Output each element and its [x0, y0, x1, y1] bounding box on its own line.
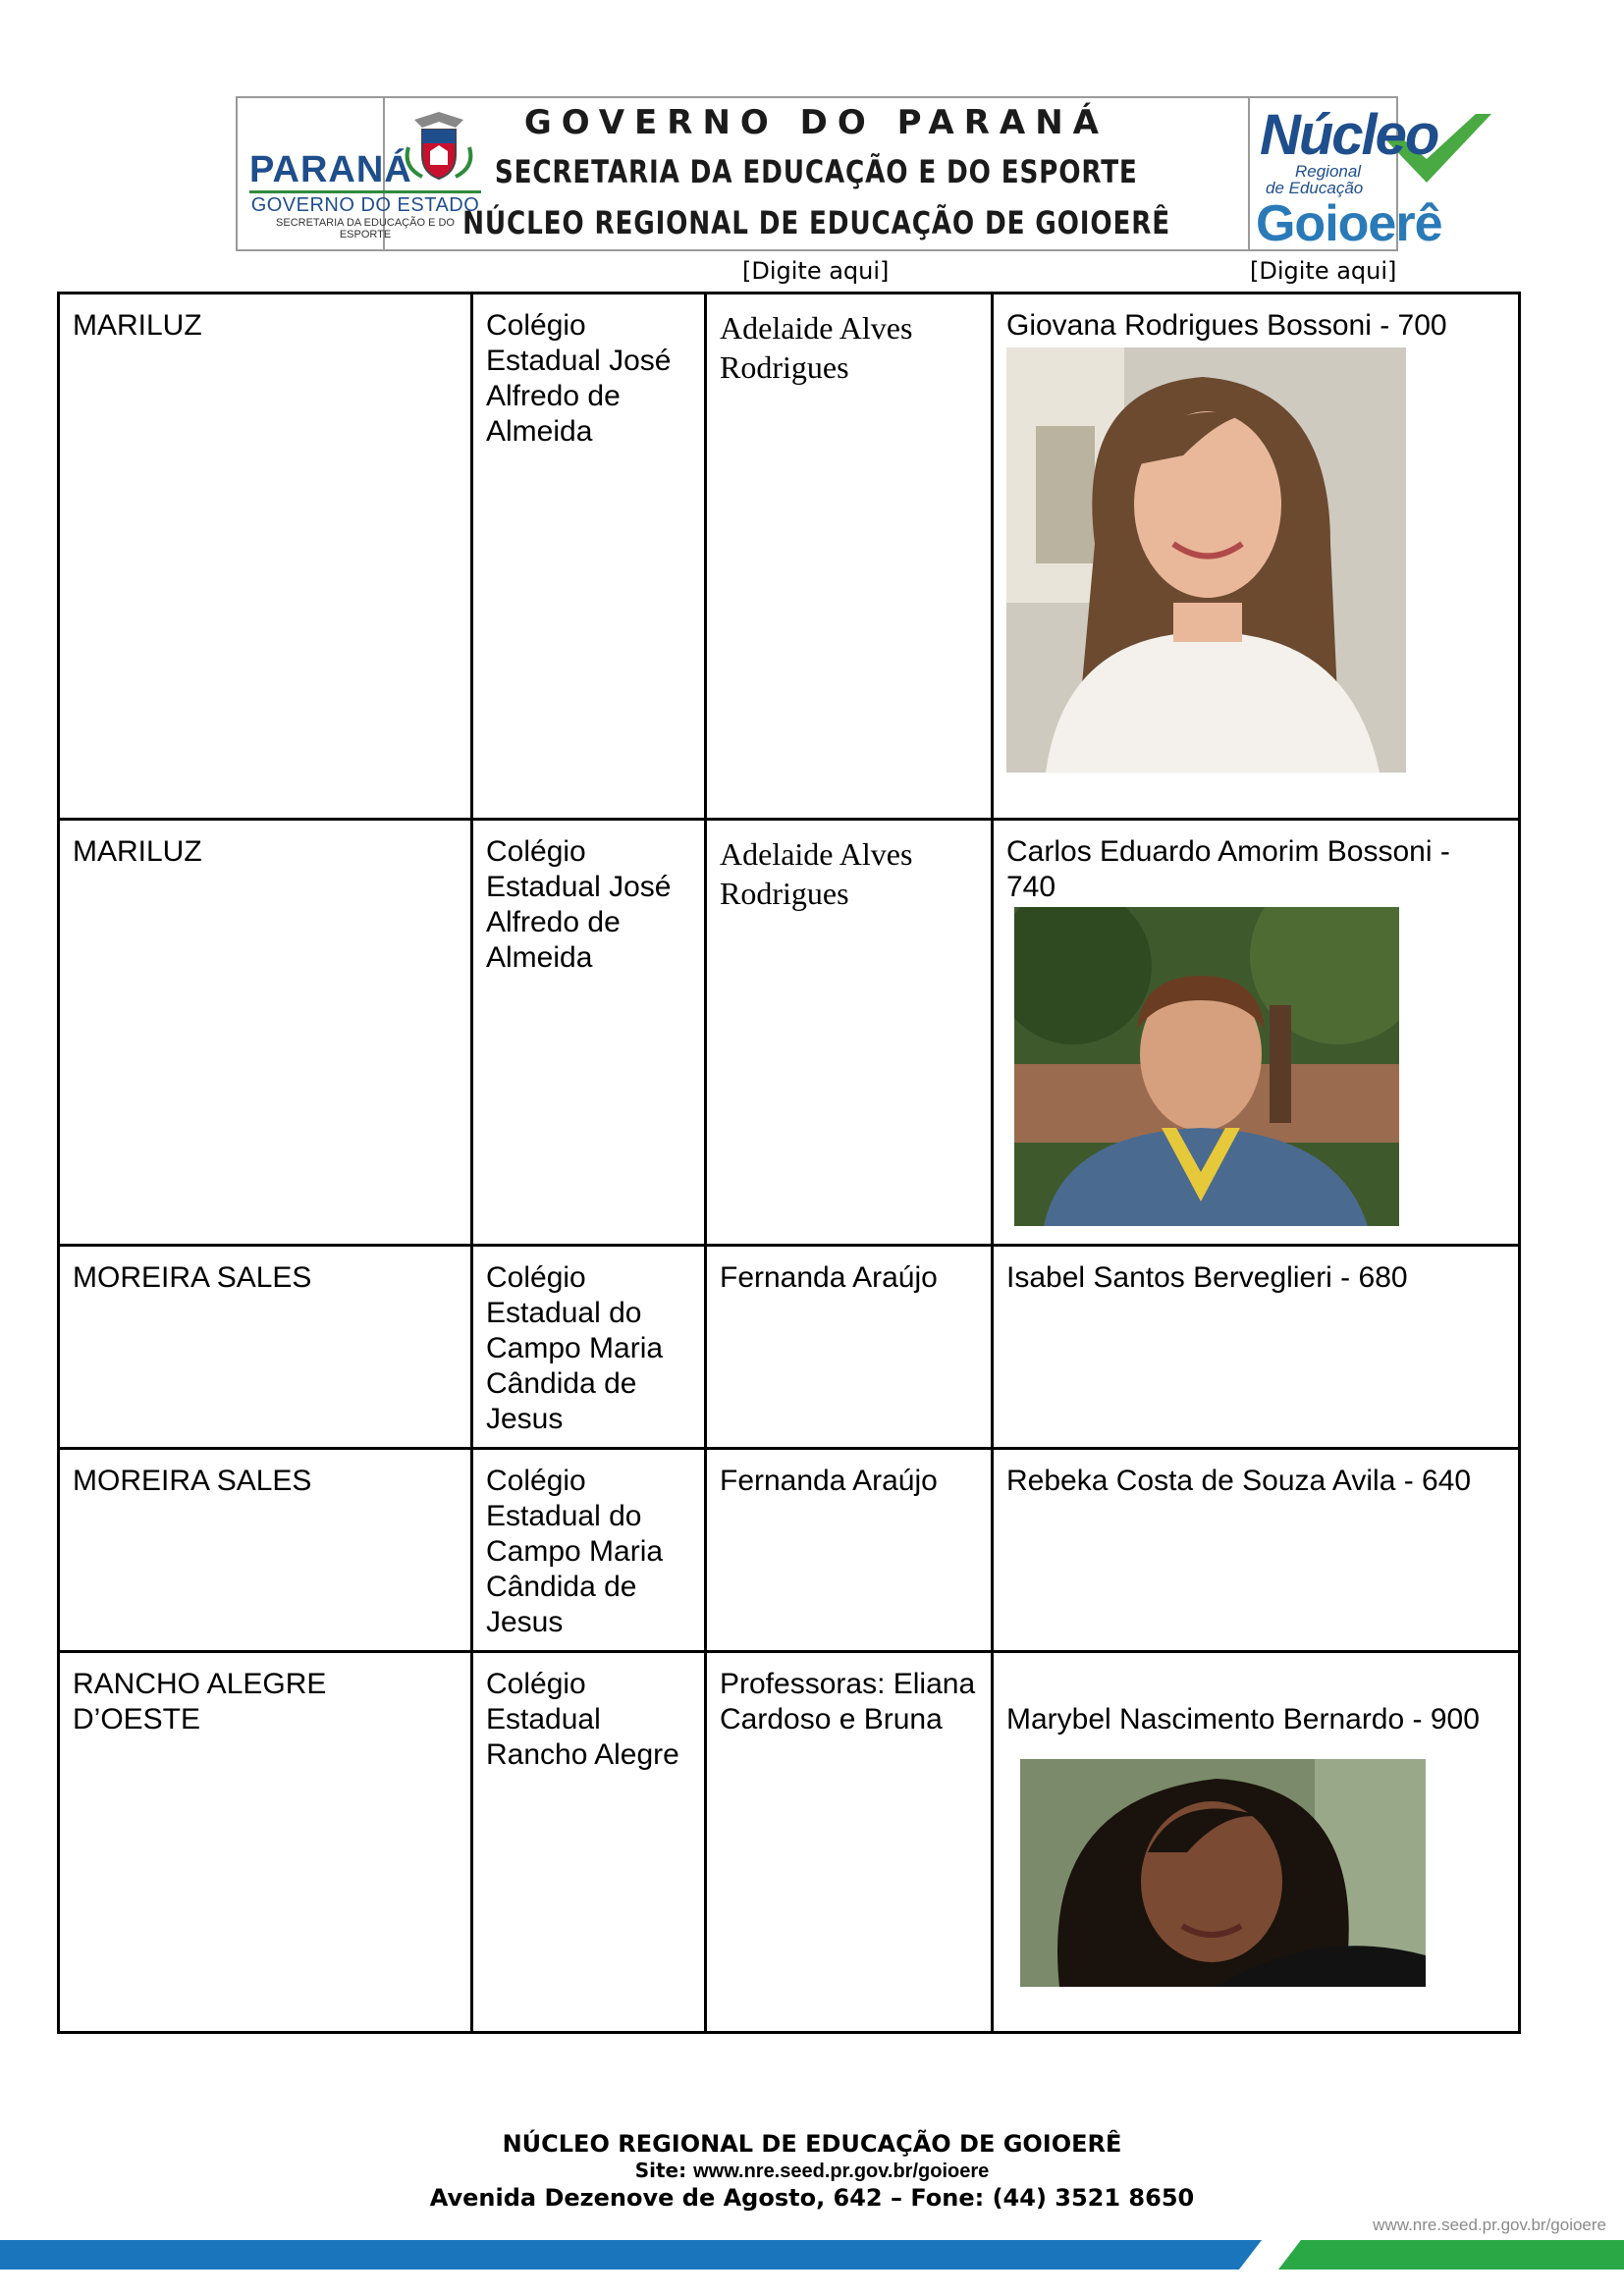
header-placeholder-text: [Digite aqui]	[742, 257, 890, 285]
student-cell	[993, 1652, 1520, 2033]
footer-address: Avenida Dezenove de Agosto, 642 – Fone: (44) 3521 8650	[429, 2184, 1195, 2212]
city-cell: MOREIRA SALES	[59, 1246, 472, 1449]
secretaria-title: SECRETARIA DA EDUCAÇÃO E DO ESPORTE	[495, 153, 1138, 190]
nre-title: NÚCLEO REGIONAL DE EDUCAÇÃO DE GOIOERÊ	[461, 204, 1170, 241]
table-row	[59, 294, 1520, 820]
student-cell	[993, 820, 1520, 1246]
city-cell: MOREIRA SALES	[59, 1449, 472, 1652]
city-cell: MARILUZ	[59, 294, 472, 820]
student-cell	[993, 1246, 1520, 1449]
table-row	[59, 820, 1520, 1246]
student-name: Marybel Nascimento Bernardo - 900	[1006, 1703, 1480, 1735]
school-cell: Colégio Estadual José Alfredo de Almeida	[472, 820, 706, 1246]
teacher-cell: Adelaide Alves Rodrigues	[706, 820, 993, 1246]
footer-corner-url[interactable]: www.nre.seed.pr.gov.br/goioere	[1373, 2216, 1606, 2234]
teacher-cell: Professoras: Eliana Cardoso e Bruna	[706, 1652, 993, 2033]
school-cell: Colégio Estadual Rancho Alegre	[472, 1652, 706, 2033]
student-name: Rebeka Costa de Souza Avila - 640	[1006, 1465, 1472, 1497]
student-name: Giovana Rodrigues Bossoni - 700	[1006, 309, 1447, 342]
nucleo-logo-regional-line1: Regional	[1294, 162, 1362, 181]
student-cell	[993, 1449, 1520, 1652]
student-cell	[993, 294, 1520, 820]
footer-site-url[interactable]: www.nre.seed.pr.gov.br/goioere	[693, 2161, 990, 2182]
city-cell: MARILUZ	[59, 820, 472, 1246]
school-cell: Colégio Estadual José Alfredo de Almeida	[472, 294, 706, 820]
header-banner	[236, 96, 1442, 252]
nucleo-logo-regional-line2: de Educação	[1265, 179, 1364, 197]
student-photo-marybel	[1020, 1759, 1426, 1987]
footer-site-line	[0, 2159, 1624, 2183]
city-cell: RANCHO ALEGRE D’OESTE	[59, 1652, 472, 2033]
teacher-cell: Fernanda Araújo	[706, 1449, 993, 1652]
nucleo-logo-city: Goioerê	[1255, 195, 1442, 252]
teacher-cell: Adelaide Alves Rodrigues	[706, 294, 993, 820]
student-name: Carlos Eduardo Amorim Bossoni - 740	[1006, 835, 1450, 903]
parana-logo-divider	[249, 190, 481, 193]
footer-site-label: Site:	[634, 2159, 687, 2182]
footer-color-bar	[0, 2240, 1624, 2269]
table-row	[59, 1449, 1520, 1652]
school-cell: Colégio Estadual do Campo Maria Cândida de Jesus	[472, 1449, 706, 1652]
parana-government-logo	[238, 98, 480, 249]
nucleo-regional-logo	[1250, 98, 1442, 252]
header-titles	[385, 98, 1250, 249]
teacher-cell: Fernanda Araújo	[706, 1246, 993, 1449]
footer-title: NÚCLEO REGIONAL DE EDUCAÇÃO DE GOIOERÊ	[502, 2130, 1122, 2158]
parana-logo-word: PARANÁ	[249, 149, 412, 190]
student-name: Isabel Santos Berveglieri - 680	[1006, 1261, 1408, 1294]
parana-logo-secretaria: SECRETARIA DA EDUCAÇÃO E DO ESPORTE	[276, 217, 455, 240]
government-title: GOVERNO DO PARANÁ	[523, 103, 1109, 142]
nucleo-logo-regional	[1266, 163, 1363, 196]
student-photo-giovana	[1006, 347, 1406, 773]
table-row	[59, 1652, 1520, 2033]
students-table	[57, 292, 1521, 2034]
nucleo-logo-word: Núcleo	[1259, 103, 1438, 167]
student-photo-carlos	[1014, 907, 1399, 1226]
header-placeholder-text: [Digite aqui]	[1250, 257, 1397, 285]
table-row	[59, 1246, 1520, 1449]
school-cell: Colégio Estadual do Campo Maria Cândida de Jesus	[472, 1246, 706, 1449]
parana-logo-subtitle: GOVERNO DO ESTADO	[250, 194, 480, 216]
